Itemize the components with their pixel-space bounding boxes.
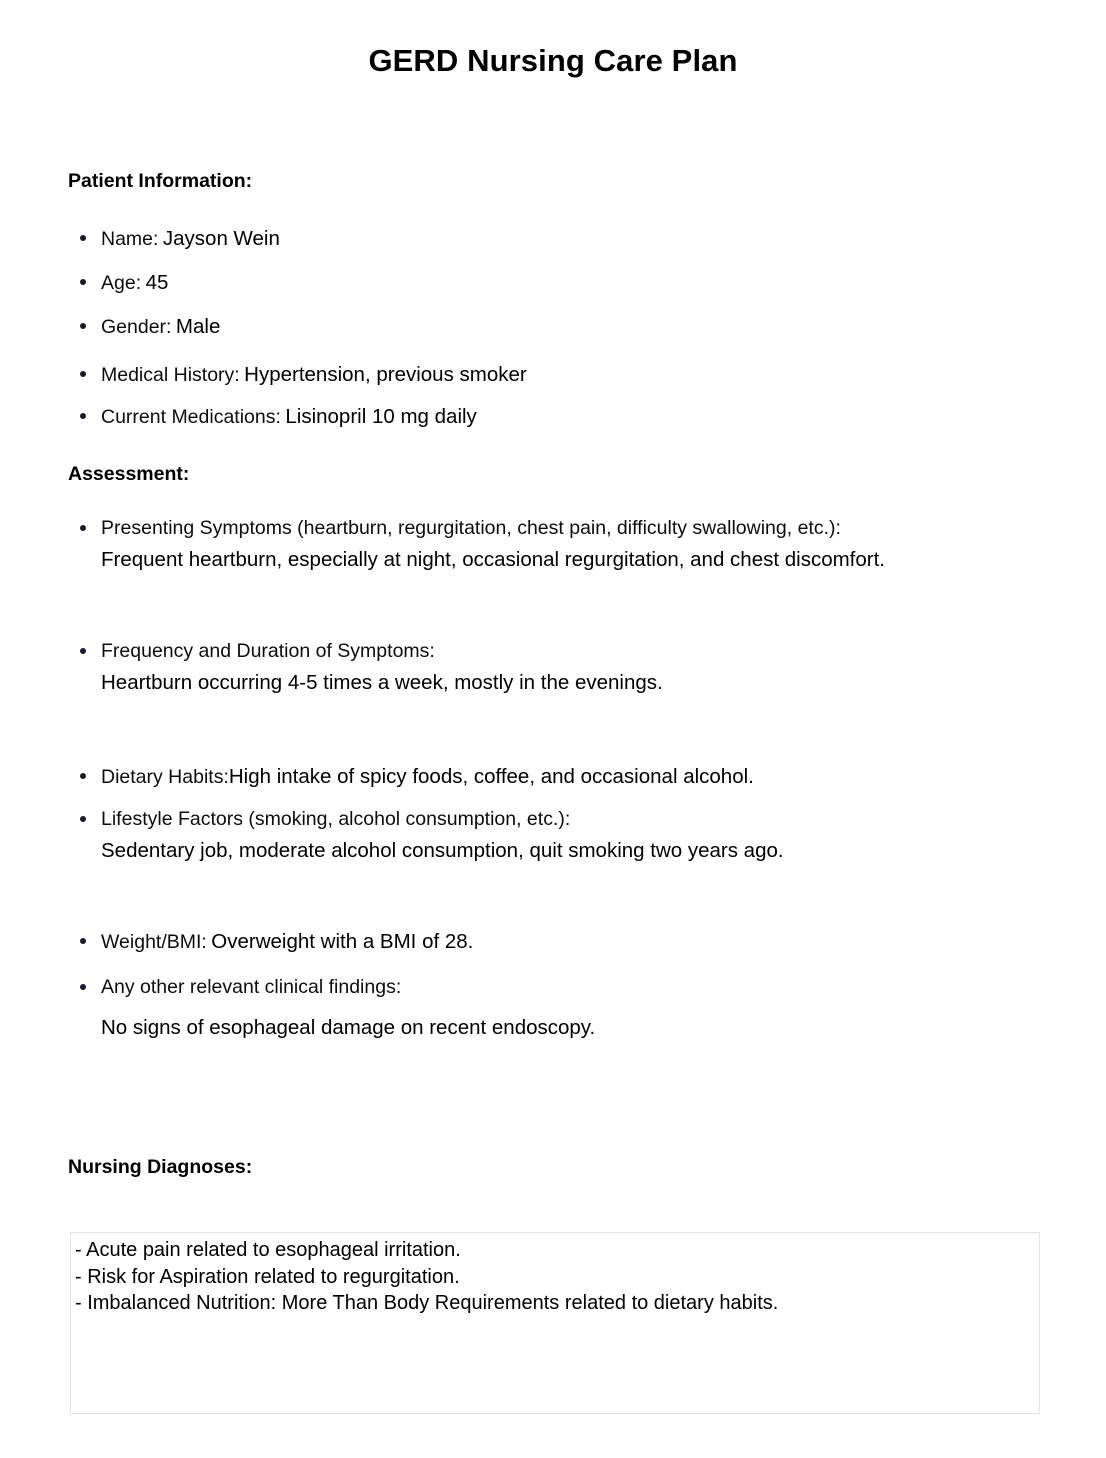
field-value-other-findings: No signs of esophageal damage on recent endoscopy. (101, 1015, 596, 1039)
list-item-patient-age (80, 270, 1040, 296)
field-label-gender: Gender: (101, 316, 172, 338)
diagnosis-line: - Risk for Aspiration related to regurgitation. (75, 1265, 460, 1288)
field-label-current-medications: Current Medications: (101, 406, 281, 428)
bullet-icon (80, 235, 86, 241)
bullet-icon (80, 279, 86, 285)
bullet-icon (80, 648, 86, 654)
list-item-weight-bmi (80, 929, 1040, 955)
list-item-patient-name (80, 226, 1040, 252)
list-item-dietary-habits (80, 764, 1040, 790)
diagnosis-line: - Imbalanced Nutrition: More Than Body Requirements related to dietary habits. (75, 1292, 779, 1315)
list-item-current-medications (80, 404, 1040, 430)
field-value-age: 45 (145, 271, 169, 294)
section-heading-assessment: Assessment: (68, 463, 190, 485)
field-value-name: Jayson Wein (162, 227, 280, 250)
field-value-weight-bmi: Overweight with a BMI of 28. (211, 930, 474, 953)
nursing-diagnoses-textbox[interactable] (70, 1232, 1040, 1414)
bullet-icon (80, 816, 86, 822)
list-item-frequency-duration (80, 639, 1040, 695)
field-value-medical-history: Hypertension, previous smoker (244, 363, 527, 386)
field-label-age: Age: (101, 272, 142, 294)
field-label-weight-bmi: Weight/BMI: (101, 931, 207, 953)
field-value-frequency-duration: Heartburn occurring 4-5 times a week, mostly in the evenings. (101, 670, 663, 694)
field-value-current-medications: Lisinopril 10 mg daily (285, 405, 477, 428)
field-value-gender: Male (175, 315, 221, 338)
field-value-lifestyle-factors: Sedentary job, moderate alcohol consumption, quit smoking two years ago. (101, 838, 784, 862)
list-item-patient-gender (80, 314, 1040, 340)
field-value-presenting-symptoms: Frequent heartburn, especially at night, occasional regurgitation, and chest discomfort. (101, 547, 885, 571)
field-label-medical-history: Medical History: (101, 364, 240, 386)
section-heading-patient-information: Patient Information: (68, 170, 253, 192)
field-label-dietary-habits: Dietary Habits: (101, 766, 229, 788)
page-title: GERD Nursing Care Plan (368, 43, 738, 78)
bullet-icon (80, 525, 86, 531)
list-item-presenting-symptoms (80, 516, 1040, 572)
field-label-lifestyle-factors: Lifestyle Factors (smoking, alcohol consumption, etc.): (101, 808, 571, 830)
bullet-icon (80, 323, 86, 329)
field-label-name: Name: (101, 228, 159, 250)
bullet-icon (80, 773, 86, 779)
field-label-presenting-symptoms: Presenting Symptoms (heartburn, regurgitation, chest pain, difficulty swallowing, etc.): (101, 517, 841, 539)
bullet-icon (80, 938, 86, 944)
field-label-frequency-duration: Frequency and Duration of Symptoms: (101, 640, 435, 662)
list-item-lifestyle-factors (80, 807, 1040, 863)
field-label-other-findings: Any other relevant clinical findings: (101, 976, 402, 998)
diagnosis-line: - Acute pain related to esophageal irritation. (75, 1239, 461, 1261)
list-item-other-findings (80, 975, 1040, 1040)
bullet-icon (80, 984, 86, 990)
bullet-icon (80, 413, 86, 419)
bullet-icon (80, 371, 86, 377)
field-value-dietary-habits: High intake of spicy foods, coffee, and occasional alcohol. (228, 765, 754, 788)
section-heading-nursing-diagnoses: Nursing Diagnoses: (68, 1156, 253, 1178)
list-item-medical-history (80, 362, 1040, 388)
